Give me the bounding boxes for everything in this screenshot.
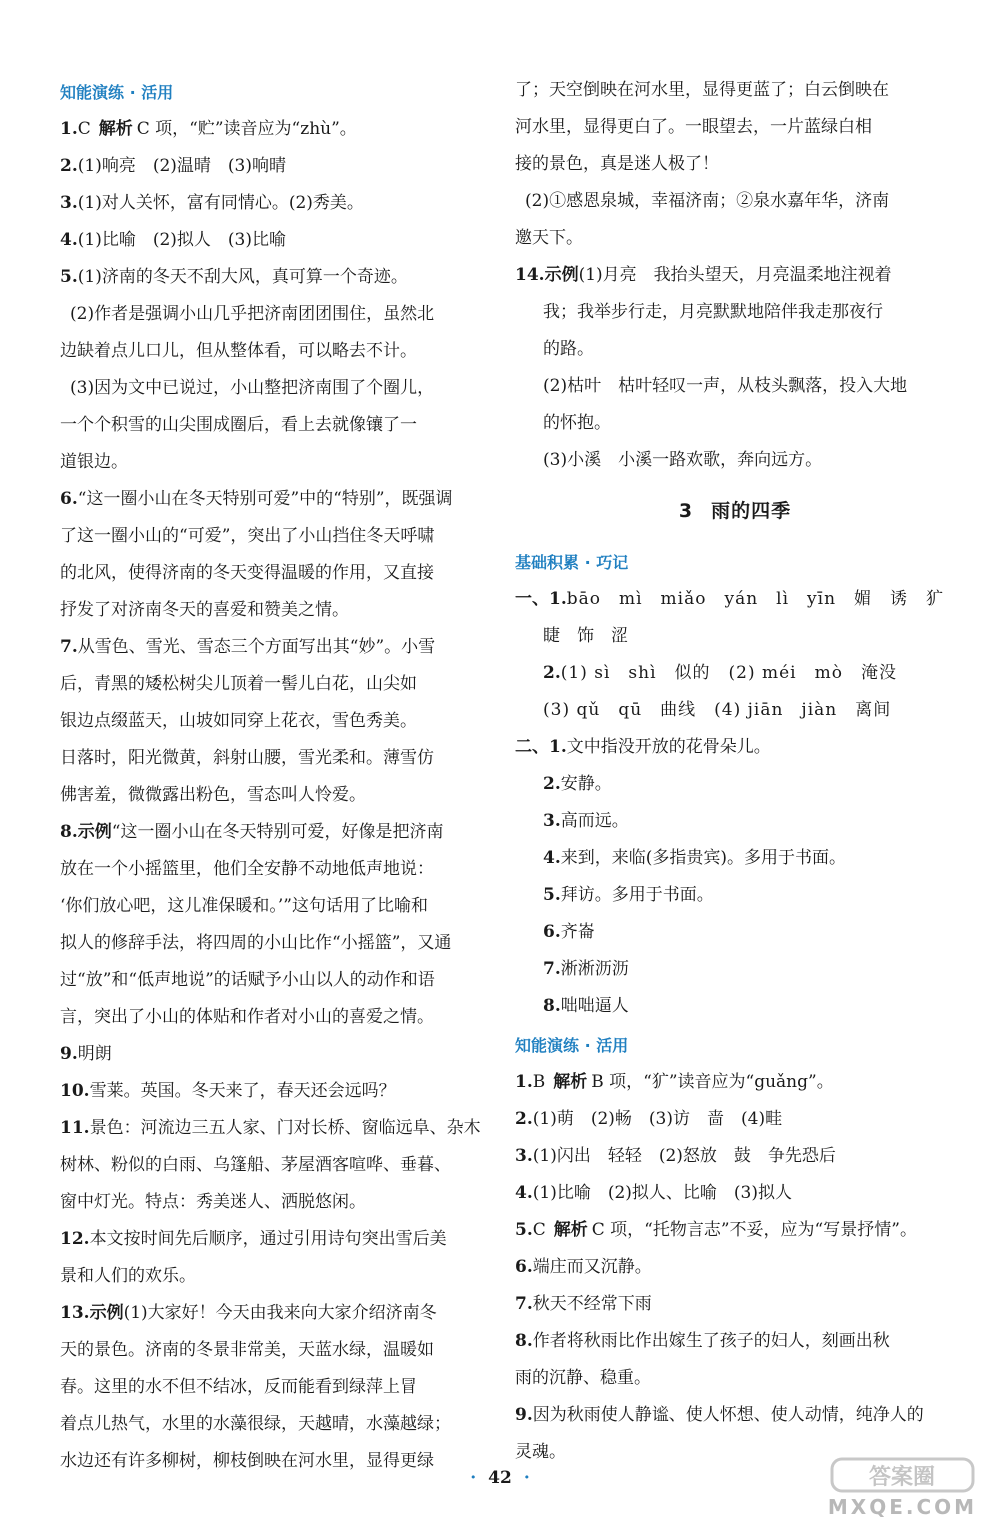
answer-3: 3.(1)对人关怀，富有同情心。(2)秀美。 <box>60 193 364 213</box>
answer-13: 13.示例(1)大家好！今天由我来向大家介绍济南冬 天的景色。济南的冬景非常美，天蓝水绿，温暖如 春。这里的水不但不结冰，反而能看到绿萍上冒 着点儿热气，水里的水藻很绿，天越晴，水藻越绿； 水边还有许多柳树，柳枝倒映在河水里，显得更绿 <box>60 1303 451 1471</box>
answer-r3: 3.(1)闪出 轻轻 (2)怒放 鼓 争先恐后 <box>515 1146 836 1166</box>
answer-11: 11.景色：河流边三五人家、门对长桥、窗临远阜、杂木 树林、粉似的白雨、乌篷船、茅屋酒客喧哗、垂暮、 窗中灯光。特点：秀美迷人、洒脱悠闲。 <box>60 1118 481 1212</box>
section-heading-basics: 基础积累 · 巧记 <box>515 553 629 572</box>
answer-r5: 5.C 解析 C 项，“托物言志”不妥，应为“写景抒情”。 <box>515 1220 917 1240</box>
answer-14: 14.示例(1)月亮 我抬头望天，月亮温柔地注视着 我；我举步行走，月亮默默地陪伴我走那夜行 的路。 (2)枯叶 枯叶轻叹一声，从枝头飘落，投入大地 的怀抱。 (3)小溪 小溪一路欢歌，奔向远方。 <box>515 265 908 470</box>
answer-6: 6.“这一圈小山在冬天特别可爱”中的“特别”，既强调 了这一圈小山的“可爱”，突出了小山挡住冬天呼啸 的北风，使得济南的冬天变得温暖的作用，又直接 抒发了对济南冬天的喜爱和赞美之情。 <box>60 489 453 620</box>
answer-r9: 9.因为秋雨使人静谧、使人怀想、使人动情，纯净人的 灵魂。 <box>515 1405 924 1462</box>
page-number: · 42 · <box>470 1468 530 1488</box>
answer-7: 7.从雪色、雪光、雪态三个方面写出其“妙”。小雪 后，青黑的矮松树尖儿顶着一髻儿白花，山尖如 银边点缀蓝天，山坡如同穿上花衣，雪色秀美。 日落时，阳光微黄，斜射山腰，雪光柔和。薄雪仿 佛害羞，微微露出粉色，雪态叫人怜爱。 <box>60 637 436 805</box>
lesson-title: 3 雨的四季 <box>678 500 792 522</box>
answer-r8: 8.作者将秋雨比作出嫁生了孩子的妇人，刻画出秋 雨的沉静、稳重。 <box>515 1331 890 1388</box>
svg-text:答案圈: 答案圈 <box>868 1465 936 1490</box>
dot-left: · <box>470 1468 477 1488</box>
answer-8: 8.示例“这一圈小山在冬天特别可爱，好像是把济南 放在一个小摇篮里，他们全安静不动地低声地说： ‘你们放心吧，这儿准保暖和。’”这句话用了比喻和 拟人的修辞手法，将四周的小山比作“小摇篮”，又通 过“放”和“低声地说”的话赋予小山以人的动作和语 言，突出了小山的体贴和作者对小山的喜爱之情。 <box>60 822 452 1027</box>
part-two: 二、1.文中指没开放的花骨朵儿。 2.安静。 3.高而远。 4.来到，来临(多指贵宾)。多用于书面。 5.拜访。多用于书面。 6.齐崙 7.淅淅沥沥 8.咄咄逼人 <box>515 737 847 1016</box>
dot-right: · <box>523 1468 530 1488</box>
watermark-emblem-icon <box>830 1455 975 1495</box>
answer-r4: 4.(1)比喻 (2)拟人、比喻 (3)拟人 <box>515 1183 792 1203</box>
part-one: 一、1.bāo mì miǎo yán lì yīn 媚 诱 犷 睫 饰 涩 2.(1) sì shì 似的 (2) méi mò 淹没 (3) qǔ qū 曲线 (4) jiān jiàn 离间 <box>515 589 945 720</box>
answer-r2: 2.(1)萌 (2)畅 (3)访 啬 (4)畦 <box>515 1109 783 1129</box>
answer-13-continued: 了；天空倒映在河水里，显得更蓝了；白云倒映在 河水里，显得更白了。一眼望去，一片蓝绿白相 接的景色，真是迷人极了！ (2)①感恩泉城，幸福济南；②泉水嘉年华，济南 邀天下。 <box>515 80 890 248</box>
answer-1: 1.C 解析 C 项，“贮”读音应为“zhù”。 <box>60 119 357 139</box>
answer-9: 9.明朗 <box>60 1044 112 1064</box>
watermark-text: MXQE.COM <box>827 1495 978 1519</box>
answer-r1: 1.B 解析 B 项，“犷”读音应为“guǎng”。 <box>515 1072 834 1092</box>
answer-10: 10.雪莱。英国。冬天来了，春天还会远吗？ <box>60 1081 396 1101</box>
answer-2: 2.(1)响亮 (2)温晴 (3)响晴 <box>60 156 286 176</box>
section-heading-practice-2: 知能演练 · 活用 <box>515 1036 629 1055</box>
answer-r6: 6.端庄而又沉静。 <box>515 1257 652 1277</box>
watermark-logo <box>820 1455 985 1525</box>
left-column <box>60 72 500 1480</box>
section-heading-practice: 知能演练 · 活用 <box>60 83 174 102</box>
answer-5: 5.(1)济南的冬天不刮大风，真可算一个奇迹。 (2)作者是强调小山几乎把济南团团围住，虽然北 边缺着点儿口儿，但从整体看，可以略去不计。 (3)因为文中已说过，小山整把济南围了个圈儿， 一个个积雪的山尖围成圈后，看上去就像镶了一 道银边。 <box>60 267 435 472</box>
answer-12: 12.本文按时间先后顺序，通过引用诗句突出雪后美 景和人们的欢乐。 <box>60 1229 447 1286</box>
right-column <box>515 72 955 1471</box>
answer-r7: 7.秋天不经常下雨 <box>515 1294 652 1314</box>
answer-4: 4.(1)比喻 (2)拟人 (3)比喻 <box>60 230 286 250</box>
